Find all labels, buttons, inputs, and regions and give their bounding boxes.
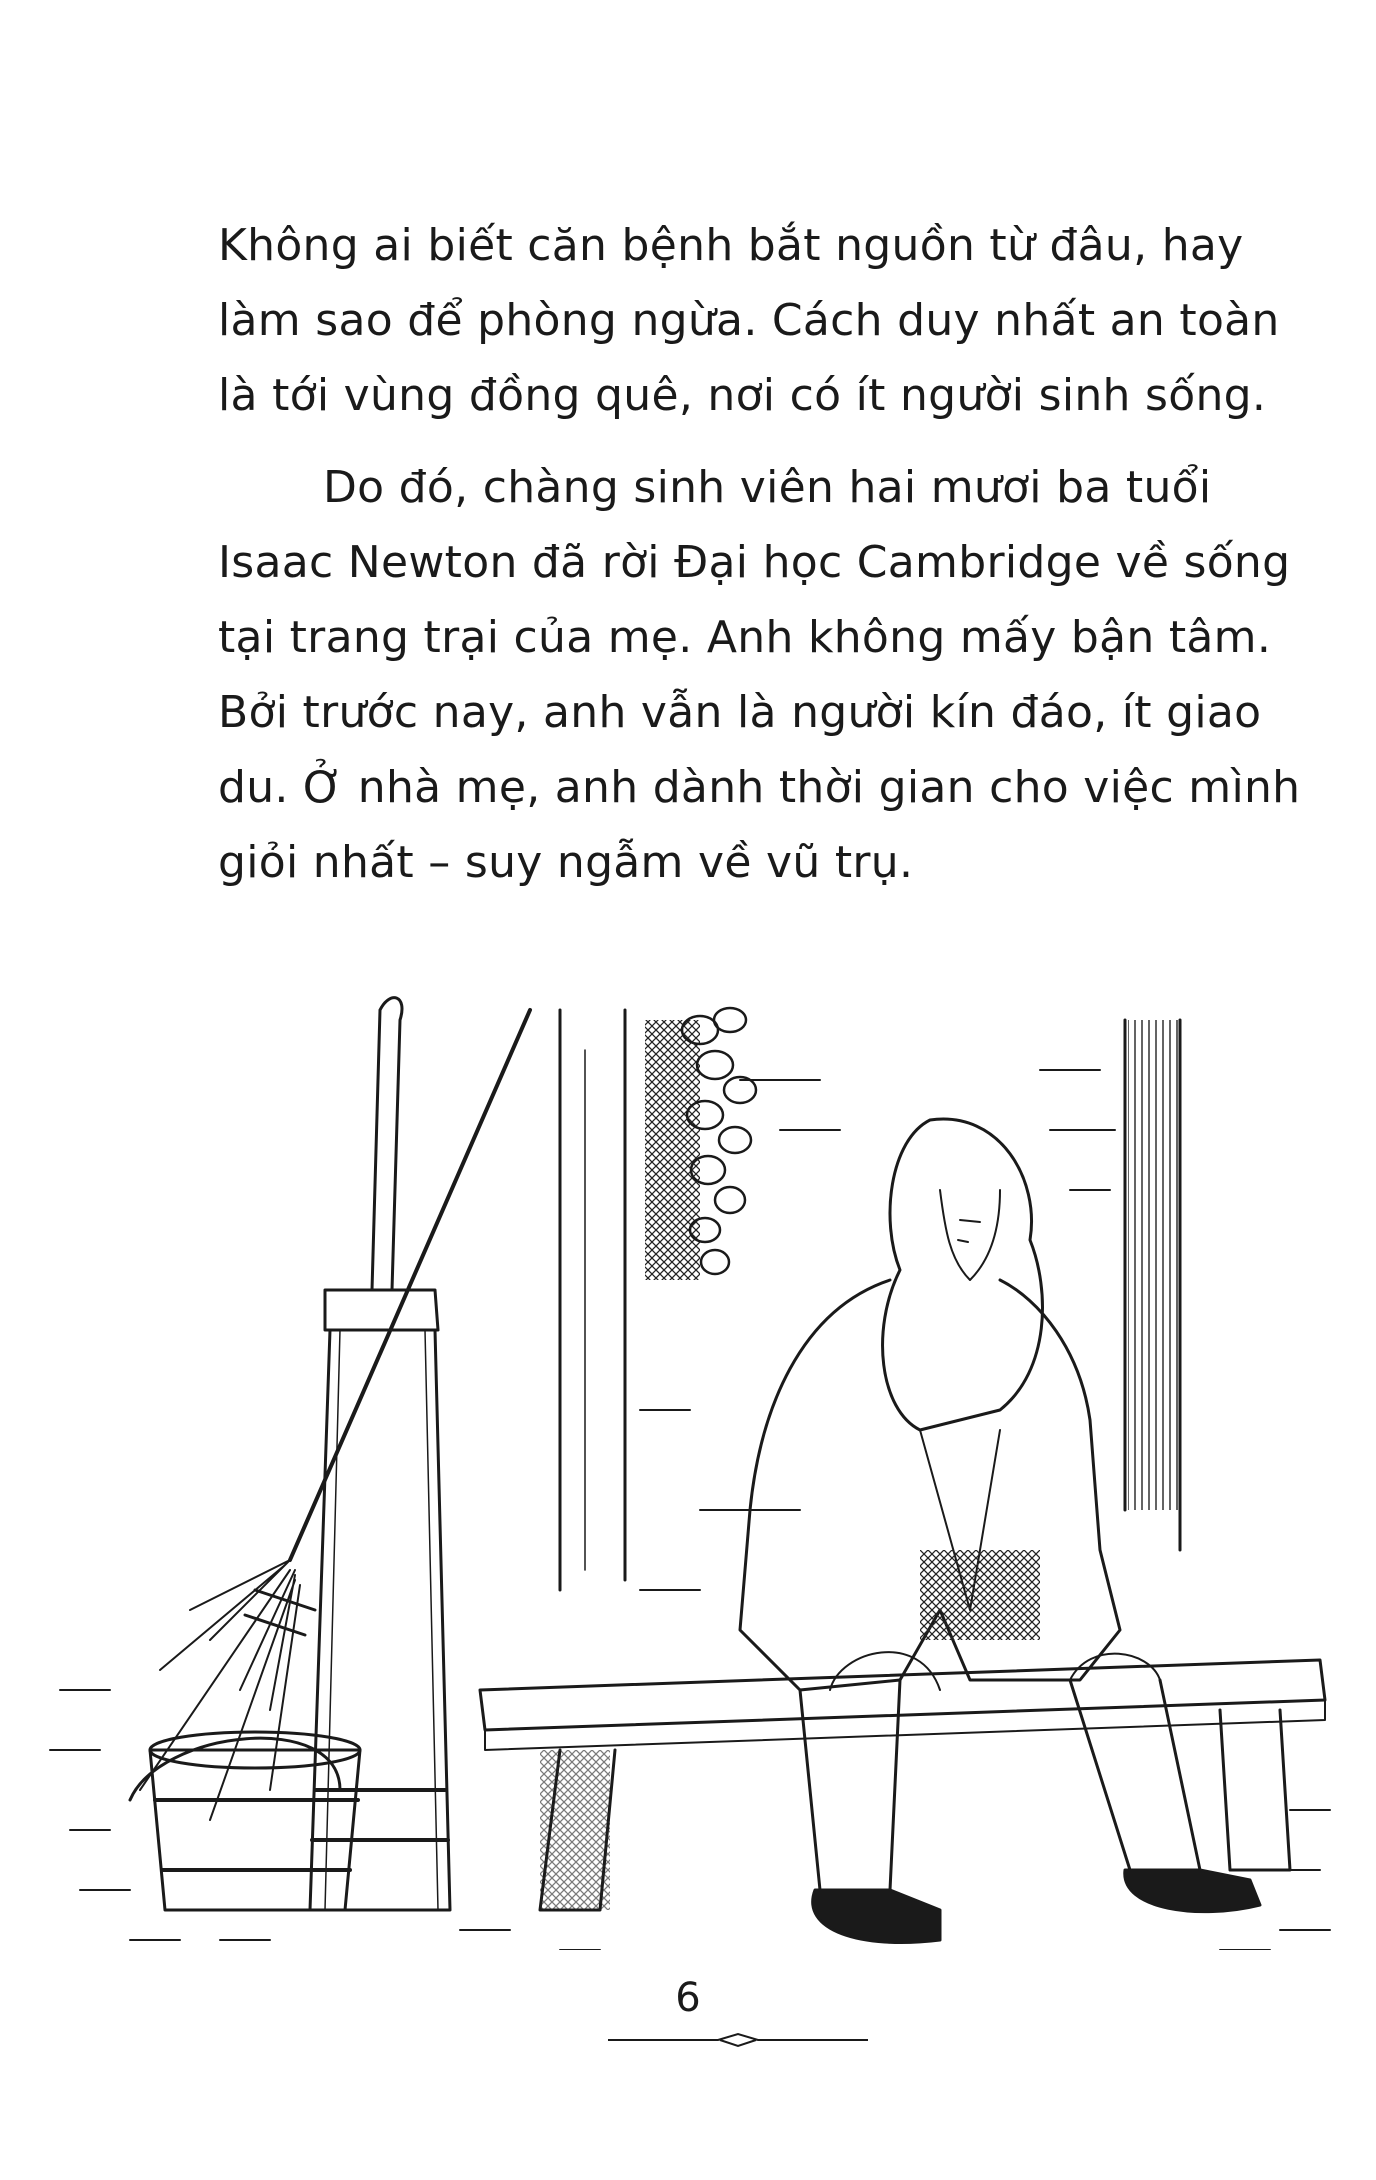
text-line: tại trang trại của mẹ. Anh không mấy bận tâm.	[218, 612, 1272, 663]
body-text	[218, 208, 1301, 900]
page-number: 6	[675, 1975, 701, 2021]
page-ornament	[608, 2030, 868, 2050]
text-line: du. Ở nhà mẹ, anh dành thời gian cho việc mình	[218, 762, 1301, 813]
text-line: giỏi nhất – suy ngẫm về vũ trụ.	[218, 837, 914, 888]
text-line: làm sao để phòng ngừa. Cách duy nhất an toàn	[218, 295, 1280, 346]
text-line: Bởi trước nay, anh vẫn là người kín đáo, ít giao	[218, 687, 1262, 738]
paragraph-2	[218, 450, 1301, 900]
newton-farm-illustration	[40, 990, 1336, 1950]
text-line: là tới vùng đồng quê, nơi có ít người sinh sống.	[218, 370, 1267, 421]
text-line: Không ai biết căn bệnh bắt nguồn từ đâu, hay	[218, 220, 1244, 271]
text-line: Isaac Newton đã rời Đại học Cambridge về sống	[218, 537, 1291, 588]
paragraph-1	[218, 208, 1280, 433]
text-line: Do đó, chàng sinh viên hai mươi ba tuổi	[323, 462, 1212, 513]
